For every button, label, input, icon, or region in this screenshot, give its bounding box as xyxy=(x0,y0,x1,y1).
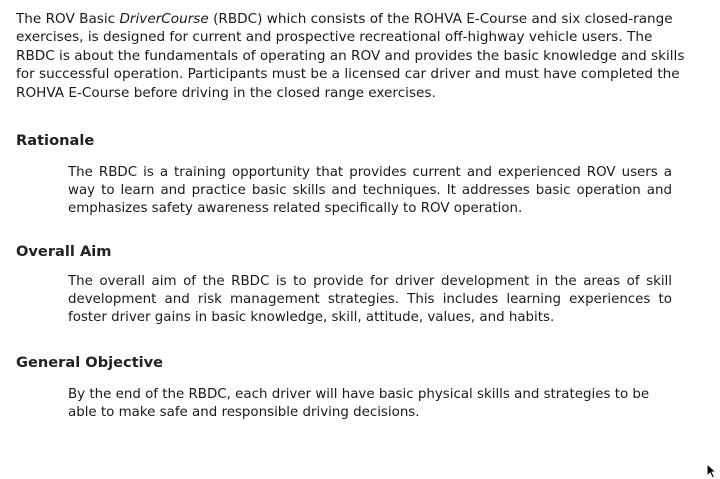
mouse-pointer-icon xyxy=(706,463,717,479)
overall-aim-heading: Overall Aim xyxy=(16,243,112,260)
overall-aim-paragraph: The overall aim of the RBDC is to provide for driver development in the areas of skill development and risk management strategies. This includes learning experiences to foster driver gains in basic knowledge, skill, attitude, values, and habits. xyxy=(68,274,672,326)
intro-paragraph xyxy=(16,10,688,102)
rationale-heading: Rationale xyxy=(16,132,95,149)
intro-text-start: The ROV Basic xyxy=(16,11,120,27)
general-objective-paragraph: By the end of the RBDC, each driver will have basic physical skills and strategies to be able to make safe and responsible driving decisions. xyxy=(68,387,650,421)
intro-text-rest: (RBDC) which consists of the ROHVA E-Course and six closed-range exercises, is designed for current and prospective recreational off-highway vehicle users. The RBDC is about the fundamentals of operating an ROV and provides the basic knowledge and skills for successful operation. Participants must be a licensed car driver and must have completed the ROHVA E-Course before driving in the closed range exercises. xyxy=(16,11,685,101)
general-objective-heading: General Objective xyxy=(16,354,164,371)
rationale-paragraph: The RBDC is a training opportunity that provides current and experienced ROV users a way to learn and practice basic skills and techniques. It addresses basic operation and emphasizes safety awareness related specifically to ROV operation. xyxy=(68,165,672,217)
intro-course-name: DriverCourse xyxy=(119,11,209,27)
